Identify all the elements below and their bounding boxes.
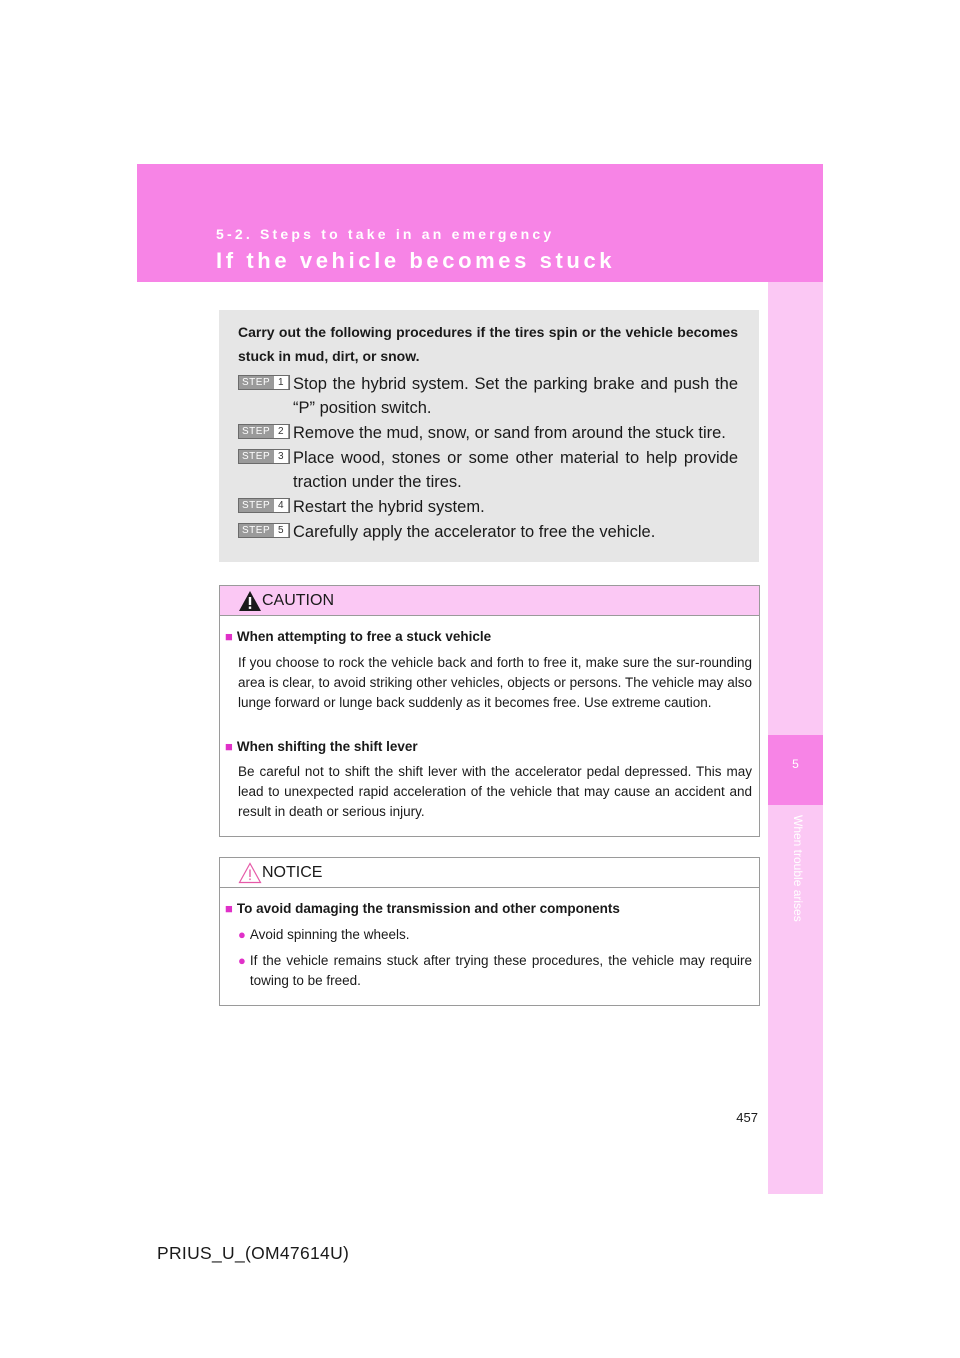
notice-heading: ■ To avoid damaging the transmission and other components [225, 901, 620, 916]
notice-warning-icon [238, 862, 262, 884]
step-text: Restart the hybrid system. [293, 498, 485, 516]
caution-label: CAUTION [262, 592, 334, 609]
side-tab-label: When trouble arises [791, 815, 805, 922]
circle-bullet-icon: ● [238, 953, 246, 968]
step-1 [238, 372, 738, 420]
caution-text-2: Be careful not to shift the shift lever with the accelerator pedal depressed. This may lead to unexpected rapid acceleration of the vehicle that may cause an accident and result in death or serious injury. [238, 764, 752, 819]
page-number: 457 [736, 1110, 758, 1125]
circle-bullet-icon: ● [238, 927, 246, 942]
notice-bullet-2: ● If the vehicle remains stuck after trying these procedures, the vehicle may require towing to be freed. [238, 951, 752, 991]
notice-label: NOTICE [262, 864, 323, 881]
step-badge: STEP 1 [238, 375, 290, 390]
step-badge: STEP 5 [238, 523, 290, 538]
notice-box [219, 857, 760, 1006]
caution-header [220, 586, 759, 616]
notice-bullet-1: ● Avoid spinning the wheels. [238, 925, 752, 945]
step-text: Remove the mud, snow, or sand from around the stuck tire. [293, 424, 726, 442]
caution-text-1: If you choose to rock the vehicle back and forth to free it, make sure the sur-rounding area is clear, to avoid striking other vehicles, objects or persons. The vehicle may also lunge forward or lunge back suddenly as it becomes free. Use extreme caution. [238, 655, 752, 710]
step-text: Stop the hybrid system. Set the parking brake and push the “P” position switch. [293, 375, 738, 417]
square-bullet-icon: ■ [225, 739, 233, 754]
section-heading: 5-2. Steps to take in an emergency [216, 226, 555, 242]
step-5 [238, 520, 738, 544]
square-bullet-icon: ■ [225, 629, 233, 644]
warning-icon [238, 590, 262, 612]
step-badge: STEP 4 [238, 498, 290, 513]
footer-code: PRIUS_U_(OM47614U) [157, 1243, 350, 1263]
square-bullet-icon: ■ [225, 901, 233, 916]
side-tab-number: 5 [792, 757, 799, 771]
intro-text: Carry out the following procedures if the tires spin or the vehicle becomes stuck in mud, dirt, or snow. [238, 324, 738, 364]
step-text: Place wood, stones or some other material to help provide traction under the tires. [293, 449, 738, 491]
caution-box [219, 585, 760, 837]
step-badge: STEP 2 [238, 424, 290, 439]
notice-header [220, 858, 759, 888]
step-2 [238, 421, 738, 445]
step-badge: STEP 3 [238, 449, 290, 464]
step-4 [238, 495, 738, 519]
caution-heading-1: ■ When attempting to free a stuck vehicle [225, 629, 492, 644]
caution-heading-2: ■ When shifting the shift lever [225, 739, 418, 754]
step-3 [238, 446, 738, 494]
page-title: If the vehicle becomes stuck [216, 248, 616, 273]
step-text: Carefully apply the accelerator to free the vehicle. [293, 523, 656, 541]
